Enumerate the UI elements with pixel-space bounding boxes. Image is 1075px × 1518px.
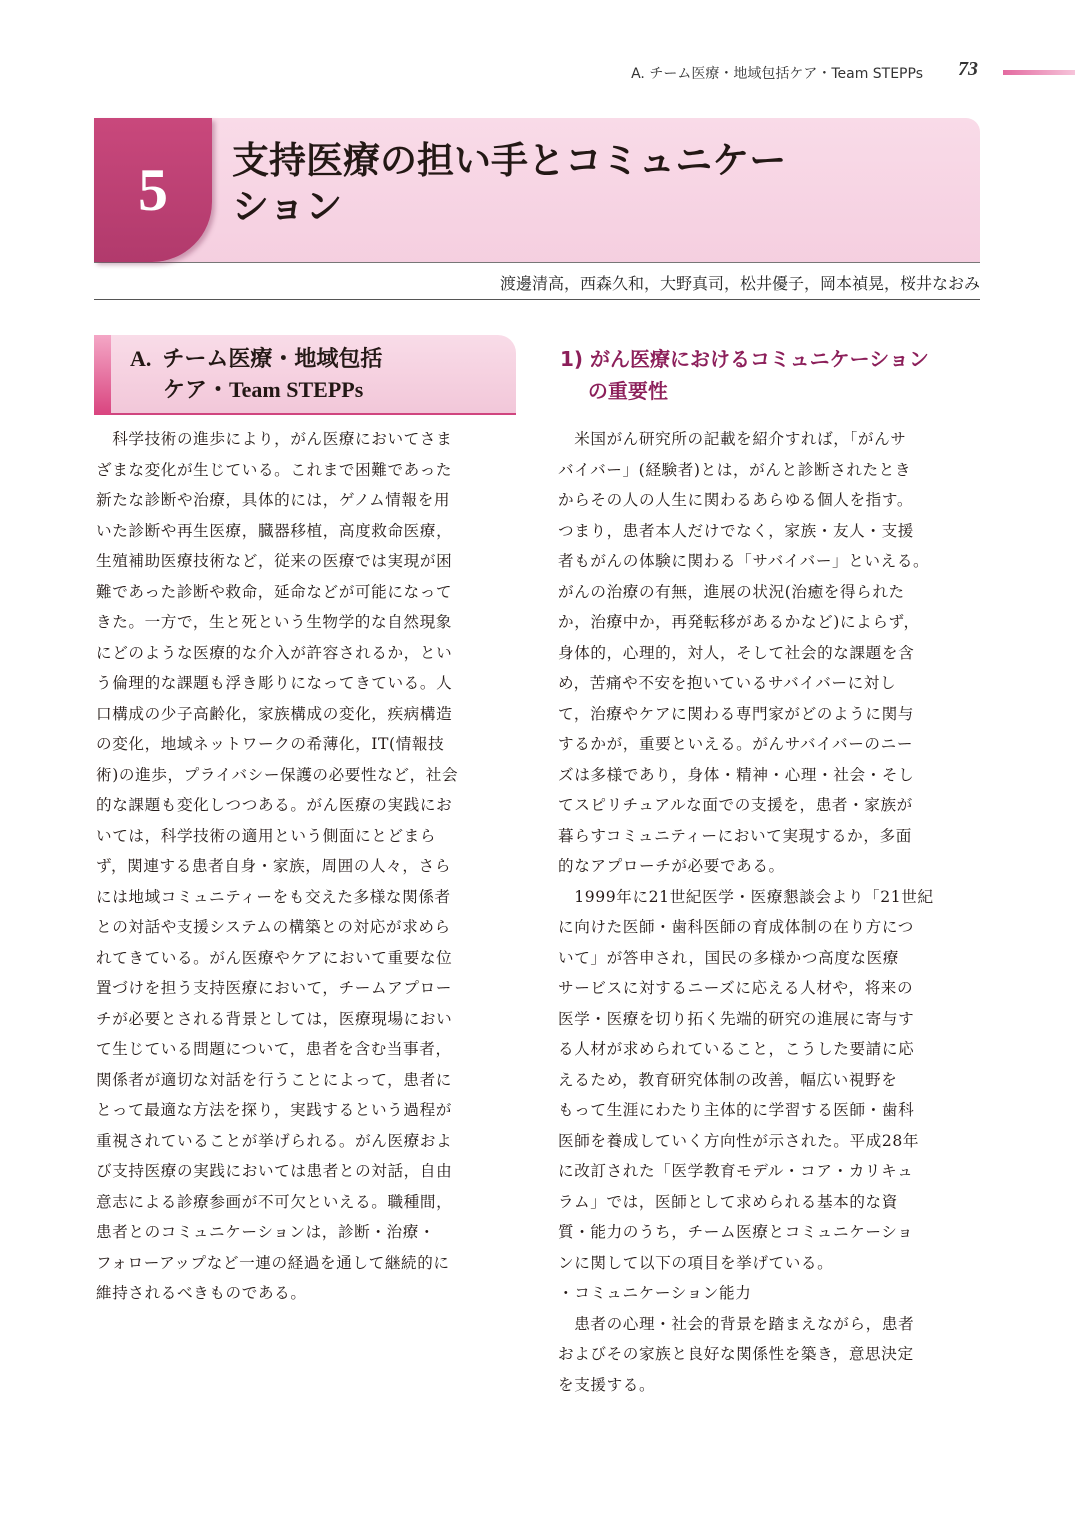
right-column-body: 米国がん研究所の記載を紹介すれば，「がんサ バイバー」(経験者)とは，がんと診断されたとき からその人の人生に関わるあらゆる個人を指す。 つまり，患者本人だけでなく，家族・友人・支援 者もがんの体験に関わる「サバイバー」といえる。 がんの治療の有無，進展の状況(治癒を得られた か，治療中か，再発転移があるかなど)によらず， 身体的，心理的，対人，そして社会的な課題を含 め，苦痛や不安を抱いているサバイバーに対し て，治療やケアに関わる専門家がどのように関与 するかが，重要といえる。がんサバイバーのニー ズは多様であり，身体・精神・心理・社会・そし てスピリチュアルな面での支援を，患者・家族が 暮らすコミュニティーにおいて実現するか，多面 的なアプローチが必要である。 1999年に21世紀医学・医療懇談会より「21世紀 に向けた医師・歯科医師の育成体制の在り方につ いて」が答申され，国民の多様かつ高度な医療 サービスに対するニーズに応える人材や，将来の 医学・医療を切り拓く先端的研究の進展に寄与す る人材が求められていること，こうした要請に応 えるため，教育研究体制の改善，幅広い視野を もって生涯にわたり主体的に学習する医師・歯科 医師を養成していく方向性が示された。平成28年 に改訂された「医学教育モデル・コア・カリキュ ラム」では，医師として求められる基本的な資 質・能力のうち，チーム医療とコミュニケーショ ンに関して以下の項目を挙げている。 ・コミュニケーション能力 患者の心理・社会的背景を踏まえながら，患者 およびその家族と良好な関係性を築き，意思決定 を支援する。 bbox=[558, 430, 934, 1394]
subsection-heading-1: 1) がん医療におけるコミュニケーション の重要性 bbox=[560, 347, 929, 403]
chapter-title: 支持医療の担い手とコミュニケー ション bbox=[232, 139, 787, 228]
page-tab-decoration bbox=[1003, 70, 1075, 75]
author-list: 渡邊清高，西森久和，大野真司，松井優子，岡本禎晃，桜井なおみ bbox=[499, 274, 980, 293]
section-heading-bar bbox=[94, 335, 111, 415]
chapter-number: 5 bbox=[94, 118, 212, 262]
left-column-body: 科学技術の進歩により，がん医療においてさま ざまな変化が生じている。これまで困難であった 新たな診断や治療，具体的には，ゲノム情報を用 いた診断や再生医療，臓器移植，高度救命医療， 生殖補助医療技術など，従来の医療では実現が困 難であった診断や救命，延命などが可能になって きた。一方で，生と死という生物学的な自然現象 にどのような医療的な介入が許容されるか，とい う倫理的な課題も浮き彫りになってきている。人 口構成の少子高齢化，家族構成の変化，疾病構造 の変化，地域ネットワークの希薄化，IT(情報技 術)の進歩，プライバシー保護の必要性など，社会 的な課題も変化しつつある。がん医療の実践にお いては，科学技術の適用という側面にとどまら ず，関連する患者自身・家族，周囲の人々，さら には地域コミュニティーをも交えた多様な関係者 との対話や支援システムの構築との対応が求めら れてきている。がん医療やケアにおいて重要な位 置づけを担う支持医療において，チームアプロー チが必要とされる背景としては，医療現場におい て生じている問題について，患者を含む当事者， 関係者が適切な対話を行うことによって，患者に とって最適な方法を探り，実践するという過程が 重視されていることが挙げられる。がん医療およ び支持医療の実践においては患者との対話，自由 意志による診療参画が不可欠といえる。職種間， 患者とのコミュニケーションは，診断・治療・ フォローアップなど一連の経過を通して継続的に 維持されるべきものである。 bbox=[96, 430, 459, 1302]
page-number: 73 bbox=[958, 58, 978, 80]
author-divider bbox=[94, 299, 980, 300]
running-head: A. チーム医療・地域包括ケア・Team STEPPs bbox=[631, 66, 923, 82]
section-heading-a: A. チーム医療・地域包括 ケア・Team STEPPs bbox=[130, 346, 383, 402]
